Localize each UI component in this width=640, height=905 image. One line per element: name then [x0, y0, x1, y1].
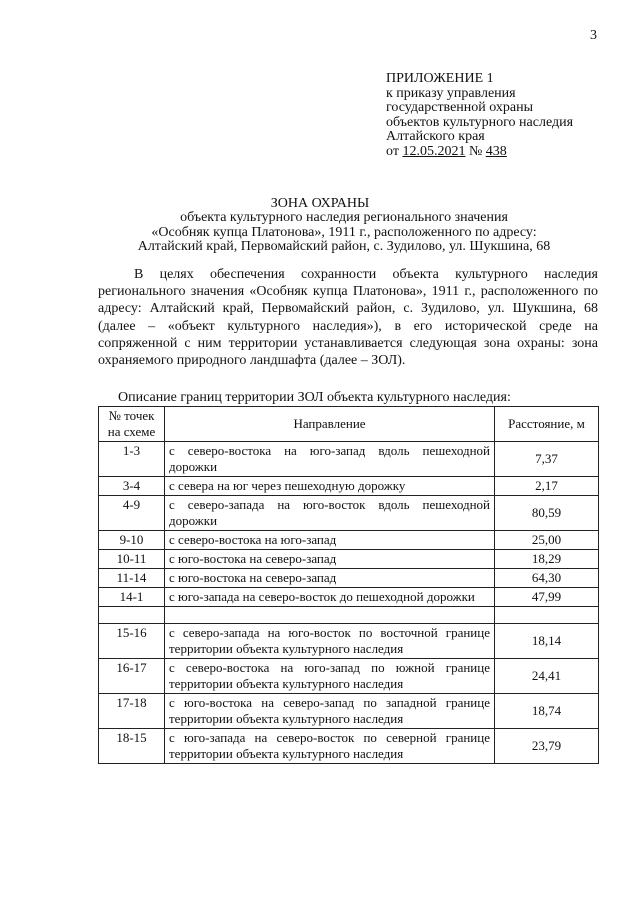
table-row — [99, 477, 599, 496]
appendix-line: к приказу управления — [386, 85, 516, 101]
distance-cell: 7,37 — [495, 442, 599, 477]
subtitle-line: Алтайский край, Первомайский район, с. Зудилово, ул. Шукшина, 68 — [137, 239, 551, 255]
distance-cell: 80,59 — [495, 496, 599, 531]
table-row — [99, 588, 599, 607]
subtitle-line: «Особняк купца Платонова», 1911 г., расположенного по адресу: — [151, 224, 537, 240]
date-prefix: от — [386, 143, 399, 159]
document-title: ЗОНА ОХРАНЫ — [270, 196, 370, 211]
subtitle-line: объекта культурного наследия регионального значения — [180, 210, 508, 225]
points-cell: 16-17 — [99, 659, 165, 694]
appendix-block — [386, 72, 573, 160]
points-cell: 10-11 — [99, 550, 165, 569]
distance-cell: 18,74 — [495, 694, 599, 729]
points-cell: 11-14 — [99, 569, 165, 588]
number-prefix: № — [468, 143, 483, 159]
direction-cell: с северо-востока на юго-запад — [165, 531, 495, 550]
document-subtitle — [100, 211, 588, 255]
body-paragraph: В целях обеспечения сохранности объекта культурного наследия регионального значения «Особняк купца Платонова», 1911 г., расположенного по адресу: Алтайский край, Первомайский район, с. Зудилово, ул. Шукшина, 68 (далее – «объект культурного наследия»), в его исторической среде на сопряженной с ним территории устанавливается следующая зона охраны: зона охраняемого природного ландшафта (далее – ЗОЛ). — [98, 267, 598, 369]
order-number: 438 — [485, 143, 507, 159]
distance-cell: 2,17 — [495, 477, 599, 496]
order-date: 12.05.2021 — [402, 143, 466, 159]
distance-cell: 25,00 — [495, 531, 599, 550]
table-row — [99, 729, 599, 764]
table-row — [99, 531, 599, 550]
appendix-title: ПРИЛОЖЕНИЕ 1 — [386, 71, 494, 86]
table-header-row — [99, 407, 599, 442]
appendix-date-line — [386, 145, 573, 160]
table-row — [99, 569, 599, 588]
header-distance: Расстояние, м — [495, 407, 599, 442]
table-row — [99, 550, 599, 569]
points-cell: 14-1 — [99, 588, 165, 607]
direction-cell: с юго-запада на северо-восток по северной границе территории объекта культурного наследия — [165, 729, 495, 764]
points-cell: 15-16 — [99, 624, 165, 659]
table-row — [99, 496, 599, 531]
table-row — [99, 624, 599, 659]
points-cell: 17-18 — [99, 694, 165, 729]
empty-cell — [165, 607, 495, 624]
boundary-table — [98, 406, 599, 764]
table-row — [99, 694, 599, 729]
table-row — [99, 442, 599, 477]
distance-cell: 47,99 — [495, 588, 599, 607]
table-row — [99, 659, 599, 694]
points-cell: 18-15 — [99, 729, 165, 764]
empty-cell — [99, 607, 165, 624]
header-points: № точек на схеме — [99, 407, 165, 442]
direction-cell: с юго-запада на северо-восток до пешеходной дорожки — [165, 588, 495, 607]
appendix-line: Алтайского края — [386, 129, 485, 145]
direction-cell: с северо-востока на юго-запад по южной границе территории объекта культурного наследия — [165, 659, 495, 694]
appendix-line: объектов культурного наследия — [386, 114, 574, 130]
distance-cell: 24,41 — [495, 659, 599, 694]
page-number: 3 — [590, 28, 597, 43]
direction-cell: с юго-востока на северо-запад по западной границе территории объекта культурного наследия — [165, 694, 495, 729]
direction-cell: с северо-запада на юго-восток вдоль пешеходной дорожки — [165, 496, 495, 531]
direction-cell: с юго-востока на северо-запад — [165, 569, 495, 588]
direction-cell: с юго-востока на северо-запад — [165, 550, 495, 569]
appendix-line: государственной охраны — [386, 100, 534, 116]
direction-cell: с севера на юг через пешеходную дорожку — [165, 477, 495, 496]
points-cell: 1-3 — [99, 442, 165, 477]
direction-cell: с северо-востока на юго-запад вдоль пешеходной дорожки — [165, 442, 495, 477]
points-cell: 3-4 — [99, 477, 165, 496]
header-direction: Направление — [165, 407, 495, 442]
distance-cell: 18,14 — [495, 624, 599, 659]
points-cell: 9-10 — [99, 531, 165, 550]
table-caption: Описание границ территории ЗОЛ объекта культурного наследия: — [118, 390, 511, 405]
direction-cell: с северо-запада на юго-восток по восточной границе территории объекта культурного наследия — [165, 624, 495, 659]
empty-cell — [495, 607, 599, 624]
points-cell: 4-9 — [99, 496, 165, 531]
distance-cell: 18,29 — [495, 550, 599, 569]
distance-cell: 64,30 — [495, 569, 599, 588]
table-spacer-row — [99, 607, 599, 624]
distance-cell: 23,79 — [495, 729, 599, 764]
